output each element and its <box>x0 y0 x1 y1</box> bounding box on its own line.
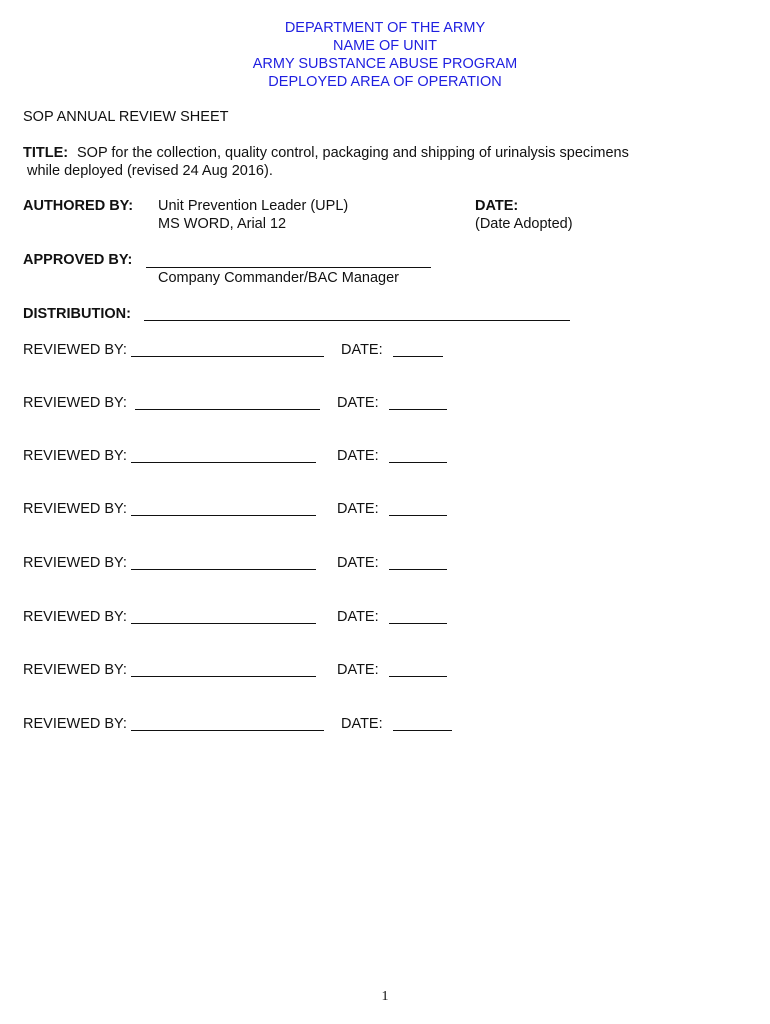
approved-by-caption: Company Commander/BAC Manager <box>158 270 399 286</box>
authored-date-value: (Date Adopted) <box>475 216 573 232</box>
review-date-line[interactable] <box>389 462 447 463</box>
authored-date-label: DATE: <box>475 198 519 214</box>
reviewed-by-signature-line[interactable] <box>135 409 320 410</box>
authored-by-value: Unit Prevention Leader (UPL) <box>158 198 349 214</box>
reviewed-by-label: REVIEWED BY: <box>23 501 127 517</box>
letterhead-line-program: ARMY SUBSTANCE ABUSE PROGRAM <box>252 56 518 72</box>
reviewed-by-label: REVIEWED BY: <box>23 395 127 411</box>
review-date-label: DATE: <box>337 501 379 517</box>
reviewed-by-signature-line[interactable] <box>131 623 316 624</box>
page-number: 1 <box>381 989 389 1004</box>
reviewed-by-label: REVIEWED BY: <box>23 662 127 678</box>
reviewed-by-signature-line[interactable] <box>131 462 316 463</box>
reviewed-by-signature-line[interactable] <box>131 676 316 677</box>
reviewed-by-label: REVIEWED BY: <box>23 555 127 571</box>
review-date-label: DATE: <box>341 716 383 732</box>
reviewed-by-signature-line[interactable] <box>131 730 324 731</box>
review-date-line[interactable] <box>389 623 447 624</box>
approved-by-signature-line[interactable] <box>146 267 431 268</box>
reviewed-by-label: REVIEWED BY: <box>23 716 127 732</box>
distribution-label: DISTRIBUTION: <box>23 306 131 322</box>
letterhead-line-area: DEPLOYED AREA OF OPERATION <box>268 74 502 90</box>
review-date-line[interactable] <box>389 569 447 570</box>
authored-by-format: MS WORD, Arial 12 <box>158 216 287 232</box>
title-text-line1: SOP for the collection, quality control, packaging and shipping of urinalysis specimens <box>77 145 629 161</box>
title-text-line2: while deployed (revised 24 Aug 2016). <box>27 163 273 179</box>
review-date-label: DATE: <box>337 395 379 411</box>
title-label: TITLE: <box>23 145 69 161</box>
review-date-line[interactable] <box>393 356 443 357</box>
letterhead <box>0 19 770 91</box>
reviewed-by-signature-line[interactable] <box>131 515 316 516</box>
review-date-label: DATE: <box>337 609 379 625</box>
letterhead-line-unit: NAME OF UNIT <box>333 38 437 54</box>
reviewed-by-label: REVIEWED BY: <box>23 342 127 358</box>
reviewed-by-label: REVIEWED BY: <box>23 448 127 464</box>
review-date-label: DATE: <box>337 662 379 678</box>
review-date-line[interactable] <box>389 676 447 677</box>
distribution-line[interactable] <box>144 320 570 321</box>
sheet-title: SOP ANNUAL REVIEW SHEET <box>23 109 229 125</box>
reviewed-by-signature-line[interactable] <box>131 569 316 570</box>
review-date-label: DATE: <box>341 342 383 358</box>
review-date-label: DATE: <box>337 555 379 571</box>
review-date-line[interactable] <box>389 515 447 516</box>
review-date-line[interactable] <box>393 730 452 731</box>
authored-by-label: AUTHORED BY: <box>23 198 134 214</box>
letterhead-line-department: DEPARTMENT OF THE ARMY <box>284 20 486 36</box>
review-date-line[interactable] <box>389 409 447 410</box>
reviewed-by-label: REVIEWED BY: <box>23 609 127 625</box>
approved-by-label: APPROVED BY: <box>23 252 133 268</box>
reviewed-by-signature-line[interactable] <box>131 356 324 357</box>
review-date-label: DATE: <box>337 448 379 464</box>
